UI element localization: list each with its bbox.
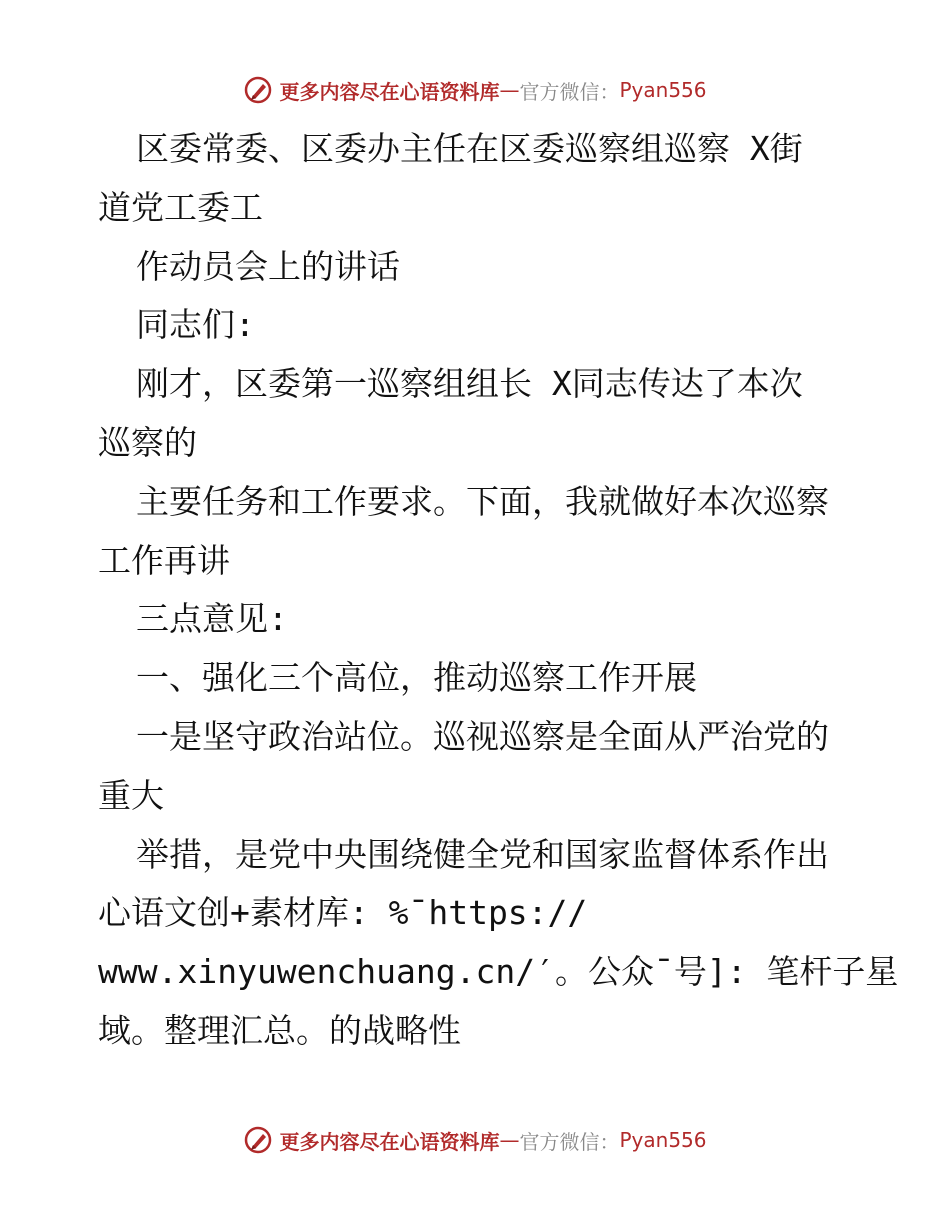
paragraph-line: 域。整理汇总。的战略性 [98,1010,461,1050]
title-line-3: 作动员会上的讲话 [136,246,400,286]
paragraph-line: 巡察的 [98,422,197,462]
watermark-dash: — [499,78,520,102]
watermark-contact-label: 官方微信： [519,79,620,104]
watermark-contact-label: 官方微信： [519,1129,620,1154]
paragraph-line: 刚才，区委第一巡察组组长 X同志传达了本次 [136,364,803,404]
paragraph-line: 三点意见: [136,599,288,639]
header-watermark [0,70,950,110]
watermark-contact-id: Pyan556 [619,78,707,102]
footer-watermark [0,1120,950,1160]
watermark-site-text: 更多内容尽在心语资料库 [279,1129,500,1154]
watermark-site-text: 更多内容尽在心语资料库 [279,79,500,104]
title-line-1: 区委常委、区委办主任在区委巡察组巡察 X街 [136,129,803,168]
salutation: 同志们: [136,305,255,345]
section-heading: 一、强化三个高位，推动巡察工作开展 [136,658,697,698]
watermark-contact-id: Pyan556 [619,1128,707,1152]
watermark-dash: — [499,1128,520,1152]
title-line-2: 道党工委工 [98,187,263,227]
paragraph-line: www.xinyuwenchuang.cn/′。公众¯号]: 笔杆子星 [98,952,899,992]
paragraph-line: 一是坚守政治站位。巡视巡察是全面从严治党的 [136,716,829,756]
quill-pen-logo-icon [243,1125,273,1155]
paragraph-line: 心语文创+素材库: %¯https:// [98,893,588,933]
paragraph-line: 主要任务和工作要求。下面，我就做好本次巡察 [136,481,829,521]
paragraph-line: 重大 [98,775,164,815]
paragraph-line: 举措，是党中央围绕健全党和国家监督体系作出 [136,834,829,874]
quill-pen-logo-icon [243,75,273,105]
document-body [98,120,899,1061]
paragraph-line: 工作再讲 [98,540,230,580]
